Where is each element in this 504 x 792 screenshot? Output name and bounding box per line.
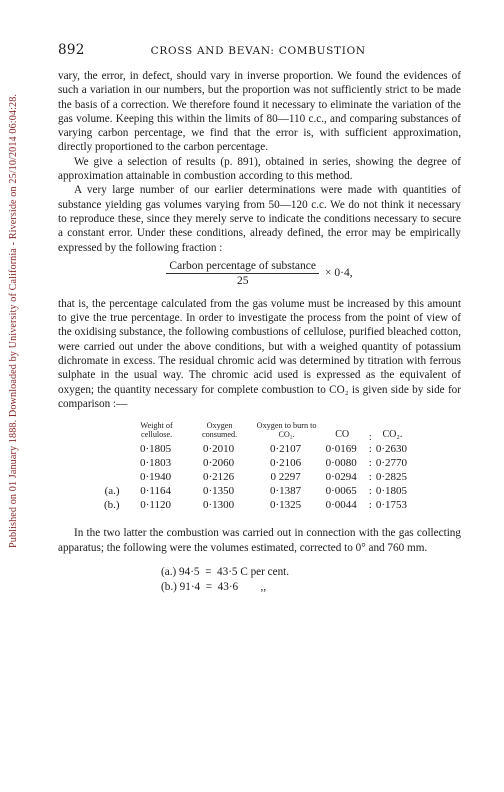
paragraph-3: A very large number of our earlier determinations were made with quantities of substance yielding gas volumes varying from 50—120 c.c. We do not think it necessary to reproduce these, since they merely serve to indicate the conditions necessary to secure a constant error. Under these conditions, already defined, the error may be empirically expressed by the following fraction : [58, 184, 461, 254]
header-oxygen: Oxygen consumed. [201, 421, 238, 440]
cell-co: 0·0169 [325, 443, 357, 456]
cell-co: 0·0080 [325, 457, 357, 470]
cell-label [104, 470, 128, 484]
header-co2: CO₂. [382, 429, 403, 441]
running-head: CROSS AND BEVAN: COMBUSTION [150, 45, 366, 57]
formula-denominator: 25 [236, 274, 249, 287]
formula-fraction [166, 260, 319, 287]
cell-colon: : [368, 498, 372, 511]
cell-co: 0·0044 [325, 499, 357, 512]
header-label [104, 421, 128, 442]
paper-page [58, 42, 461, 595]
table-row [104, 470, 415, 484]
cell-weight: 0·1120 [140, 499, 171, 512]
table-row [104, 456, 415, 470]
cell-oxygen-to: 0·1325 [269, 499, 302, 512]
volume-results [161, 565, 461, 595]
cell-oxygen-to: 0·1387 [269, 485, 302, 498]
result-line-b: (b.) 91·4 = 43·6 ,, [161, 580, 267, 593]
header-weight: Weight of cellulose. [140, 421, 173, 440]
cell-label: (b.) [104, 499, 120, 512]
result-line-a: (a.) 94·5 = 43·5 C per cent. [161, 565, 290, 578]
cell-weight: 0·1940 [139, 471, 172, 484]
cell-co2: 0·2630 [375, 443, 407, 456]
cell-weight: 0·1164 [140, 485, 171, 498]
cell-weight: 0·1805 [139, 443, 172, 456]
table-row [104, 498, 415, 512]
table-row [104, 484, 415, 498]
cell-oxygen: 0·1300 [202, 499, 235, 512]
header-colon: : [368, 432, 372, 444]
cell-colon: : [368, 484, 372, 497]
formula-factor: × 0·4, [325, 267, 353, 280]
header-oxygen-to: Oxygen to burn to CO₂. [256, 421, 317, 440]
cell-label [104, 456, 128, 470]
paragraph-5: In the two latter the combustion was carried out in connection with the gas collecting apparatus; the following were the volumes estimated, corrected to 0° and 760 mm. [58, 527, 461, 554]
cell-colon: : [368, 470, 372, 483]
download-watermark: Published on 01 January 1888. Downloaded by University of California - Riverside on 25/10/2014 06:04:28. [8, 93, 19, 548]
cell-oxygen-to: 0 2297 [270, 471, 301, 484]
cell-co2: 0·2825 [375, 471, 407, 484]
combustion-table [104, 421, 415, 512]
cell-oxygen: 0·1350 [202, 485, 235, 498]
page-number: 892 [58, 42, 85, 58]
cell-label: (a.) [104, 485, 120, 498]
cell-co2: 0·1753 [375, 499, 407, 512]
cell-colon: : [368, 442, 372, 455]
cell-oxygen: 0·2126 [202, 471, 235, 484]
paragraph-2: We give a selection of results (p. 891), obtained in series, showing the degree of approximation attainable in combustion according to this method. [58, 155, 461, 183]
cell-oxygen-to: 0·2107 [269, 443, 302, 456]
table-body [104, 442, 415, 512]
cell-colon: : [368, 456, 372, 469]
table-header-row [104, 421, 415, 442]
cell-weight: 0·1803 [139, 457, 172, 470]
cell-co: 0·0294 [325, 471, 357, 484]
cell-oxygen: 0·2060 [202, 457, 235, 470]
cell-label [104, 442, 128, 456]
formula-numerator: Carbon percentage of substance [166, 260, 319, 274]
cell-oxygen-to: 0·2106 [269, 457, 302, 470]
cell-co2: 0·1805 [375, 485, 407, 498]
cell-co2: 0·2770 [375, 457, 407, 470]
error-formula [58, 260, 461, 287]
page-header [58, 42, 461, 58]
paragraph-4: that is, the percentage calculated from the gas volume must be increased by this amount to give the true percentage. In order to investigate the process from the point of view of the oxidising substance, the following combustions of cellulose, purified bleached cotton, were carried out under the above conditions, but with a weighed quantity of potassium dichromate in excess. The residual chromic acid was determined by titration with ferrous sulphate in the usual way. The chromic acid used is expressed as the equivalent of oxygen; the quantity necessary for complete combustion to CO₂ is given side by side for comparison :— [58, 297, 461, 410]
paragraph-1: vary, the error, in defect, should vary in inverse proportion. We found the evidences of such a variation in our numbers, but the proportion was not sufficiently strict to be made the basis of a correction. We therefore found it necessary to eliminate the variation of the gas volume. Keeping this within the limits of 80—110 c.c., and comparing substances of varying carbon percentage, we find that the error is, with sufficient approximation, directly proportioned to the carbon percentage. [58, 70, 461, 154]
cell-co: 0·0065 [325, 485, 357, 498]
cell-oxygen: 0·2010 [202, 443, 235, 456]
table-row [104, 442, 415, 456]
header-co: CO [335, 429, 350, 441]
